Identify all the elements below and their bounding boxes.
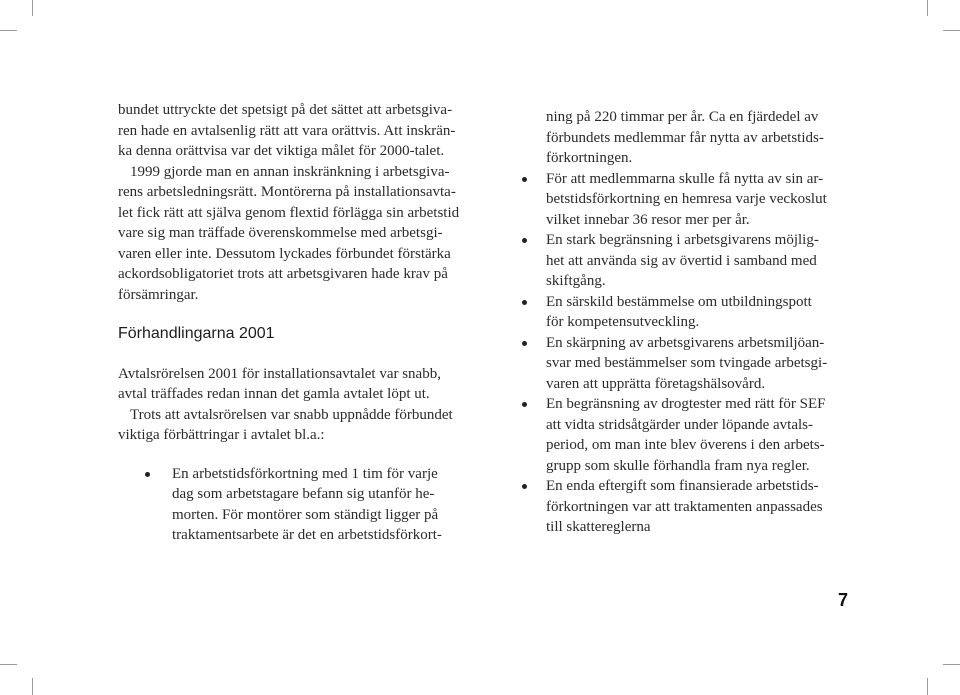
text-line: ackordsobligatoriet trots att arbetsgivaren hade krav på (118, 266, 448, 282)
crop-mark-top-right (943, 30, 960, 31)
text-line: ren hade en avtalsenlig rätt att vara orättvis. Att inskrän- (118, 122, 456, 139)
bullet-icon (522, 484, 527, 489)
list-item (522, 230, 857, 292)
text-line: försämringar. (118, 286, 199, 303)
crop-mark-top-left (0, 30, 17, 31)
list-item-continuation (522, 107, 857, 169)
text-line: vilket innebar 36 resor mer per år. (546, 211, 750, 228)
text-line: En arbetstidsförkortning med 1 tim för varje (172, 465, 438, 482)
crop-mark-bottom-left (0, 664, 17, 665)
left-column (118, 100, 478, 546)
text-line: svar med bestämmelser som tvingade arbetsgi- (546, 355, 828, 371)
list-item (522, 292, 857, 333)
crop-mark-top-left-v (32, 0, 33, 16)
paragraph-arbetsledningsratt (118, 100, 478, 305)
text-line: het att använda sig av övertid i samband med (546, 252, 817, 269)
right-column (522, 107, 857, 538)
text-line: vare sig man träffade överenskommelse med arbetsgi- (118, 225, 443, 241)
text-line: för kompetensutveckling. (546, 314, 700, 330)
bullet-icon (522, 300, 527, 305)
text-line: En stark begränsning i arbetsgivarens möjlig- (546, 232, 819, 248)
text-line: bundet uttryckte det spetsigt på det sättet att arbetsgiva- (118, 102, 453, 118)
text-line: att vidta stridsåtgärder under löpande avtals- (546, 416, 813, 433)
crop-mark-bottom-right (943, 664, 960, 665)
paragraph-avtalsrorelsen (118, 364, 478, 446)
list-item (118, 464, 478, 546)
text-line: En särskild bestämmelse om utbildningspott (546, 293, 812, 310)
text-line: ning på 220 timmar per år. Ca en fjärdedel av (546, 109, 819, 125)
crop-mark-bottom-right-v (927, 678, 928, 695)
text-line: förbundets medlemmar får nytta av arbetstids- (546, 129, 824, 146)
list-item (522, 333, 857, 395)
bullet-icon (522, 341, 527, 346)
text-line: Trots att avtalsrörelsen var snabb uppnådde förbundet (130, 406, 453, 423)
text-line: grupp som skulle förhandla fram nya regler. (546, 457, 810, 474)
text-line: skiftgång. (546, 273, 606, 289)
text-line: let fick rätt att själva genom flextid förlägga sin arbetstid (118, 204, 460, 221)
bullet-icon (522, 238, 527, 243)
bullet-icon (145, 472, 150, 477)
text-line: En begränsning av drogtester med rätt för SEF (546, 396, 826, 412)
list-item (522, 476, 857, 538)
text-line: förkortningen. (546, 150, 633, 166)
list-item (522, 169, 857, 231)
crop-mark-bottom-left-v (32, 678, 33, 695)
text-line: traktamentsarbete är det en arbetstidsförkort- (172, 527, 442, 543)
text-line: viktiga förbättringar i avtalet bl.a.: (118, 427, 325, 443)
bullet-icon (522, 177, 527, 182)
text-line: till skattereglerna (546, 519, 651, 535)
text-line: varen att upprätta företagshälsovård. (546, 375, 766, 392)
section-heading: Förhandlingarna 2001 (118, 325, 275, 342)
text-line: 1999 gjorde man en annan inskränkning i arbetsgiva- (130, 163, 450, 180)
text-line: betstidsförkortning en hemresa varje veckoslut (546, 191, 827, 207)
text-line: varen eller inte. Dessutom lyckades förbundet förstärka (118, 245, 451, 262)
bullet-icon (522, 402, 527, 407)
text-line: morten. För montörer som ständigt ligger på (172, 506, 439, 523)
text-line: För att medlemmarna skulle få nytta av sin ar- (546, 170, 824, 187)
list-item (522, 394, 857, 476)
text-line: En enda eftergift som finansierade arbetstids- (546, 478, 819, 494)
text-line: förkortningen var att traktamenten anpassades (546, 498, 823, 515)
text-line: avtal träffades redan innan det gamla avtalet löpt ut. (118, 386, 430, 402)
text-line: rens arbetsledningsrätt. Montörerna på installationsavta- (118, 184, 456, 200)
text-line: ka denna orättvisa var det viktiga målet för 2000-talet. (118, 143, 445, 159)
text-line: En skärpning av arbetsgivarens arbetsmiljöan- (546, 334, 825, 351)
text-line: dag som arbetstagare befann sig utanför he- (172, 486, 435, 502)
text-line: Avtalsrörelsen 2001 för installationsavtalet var snabb, (118, 365, 441, 382)
page-number: 7 (838, 590, 849, 610)
text-line: period, om man inte blev överens i den arbets- (546, 437, 825, 453)
crop-mark-top-right-v (927, 0, 928, 16)
